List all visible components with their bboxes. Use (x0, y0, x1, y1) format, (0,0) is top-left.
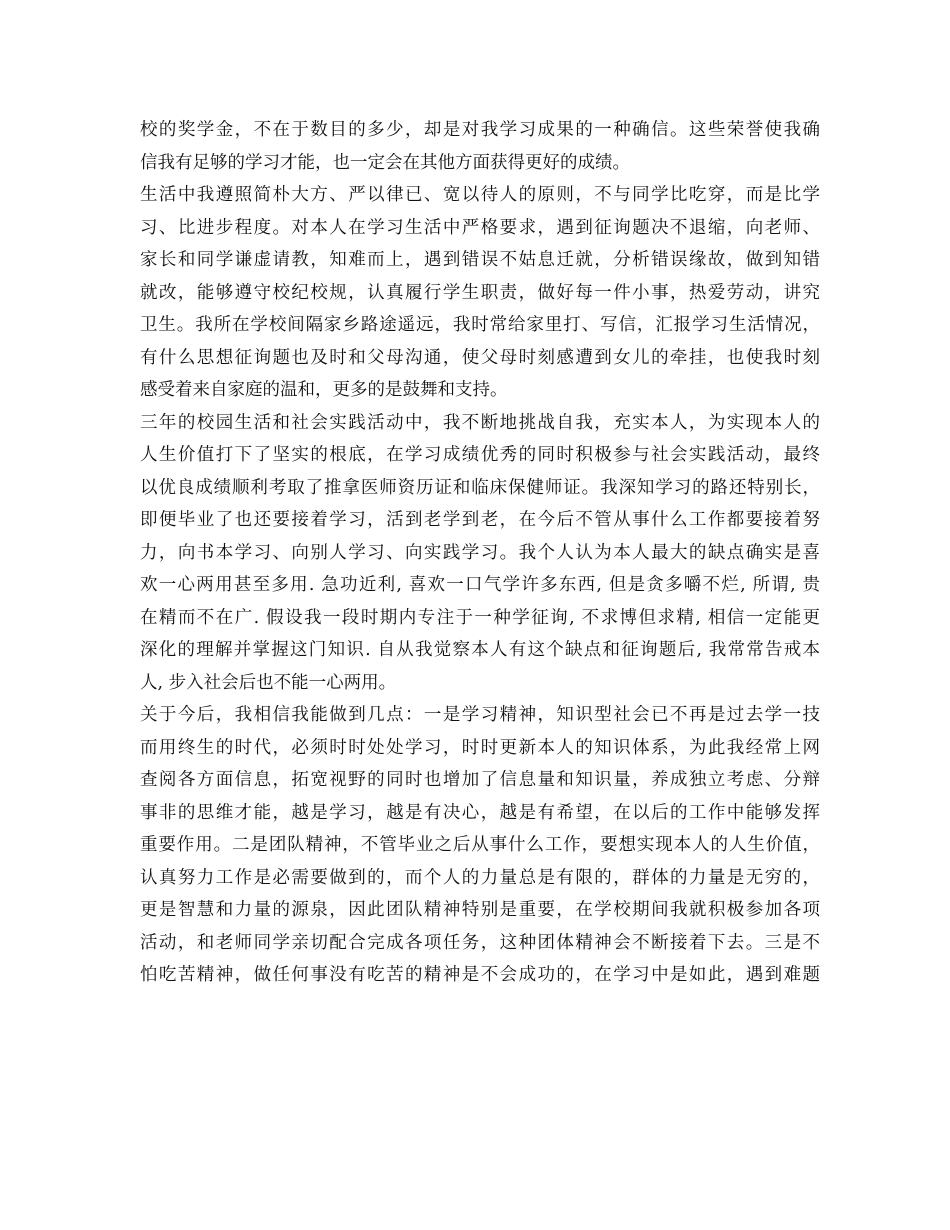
text-line: 卫生。我所在学校间隔家乡路途遥远，我时常给家里打、写信，汇报学习生活情况， (140, 315, 820, 335)
text-line: 以优良成绩顺利考取了推拿医师资历证和临床保健师证。我深知学习的路还特别长， (140, 477, 820, 498)
text-line: 深化的理解并掌握这门知识. 自从我觉察本人有这个缺点和征询题后, 我常常告戒本 (140, 640, 820, 660)
text-line: 力，向书本学习、向别人学习、向实践学习。我个人认为本人最大的缺点确实是喜 (140, 542, 820, 563)
text-line: 怕吃苦精神，做任何事没有吃苦的精神是不会成功的，在学习中是如此，遇到难题 (140, 965, 820, 985)
text-line: 就改，能够遵守校纪校规，认真履行学生职责，做好每一件小事，热爱劳动，讲究 (140, 282, 820, 303)
text-line: 信我有足够的学习才能，也一定会在其他方面获得更好的成绩。 (140, 152, 630, 173)
text-line: 习、比进步程度。对本人在学习生活中严格要求，遇到征询题决不退缩，向老师、 (140, 217, 820, 238)
text-line: 事非的思维才能，越是学习，越是有决心，越是有希望，在以后的工作中能够发挥 (140, 802, 820, 823)
text-line: 人生价值打下了坚实的根底，在学习成绩优秀的同时积极参与社会实践活动，最终 (140, 445, 820, 465)
text-line: 有什么思想征询题也及时和父母沟通，使父母时刻感遭到女儿的牵挂，也使我时刻 (140, 347, 820, 368)
text-line: 即便毕业了也还要接着学习，活到老学到老，在今后不管从事什么工作都要接着努 (140, 510, 820, 530)
text-line: 欢一心两用甚至多用. 急功近利, 喜欢一口气学许多东西, 但是贪多嚼不烂, 所谓, 贵 (140, 575, 820, 595)
text-line: 感受着来自家庭的温和，更多的是鼓舞和支持。 (140, 380, 508, 400)
text-line: 三年的校园生活和社会实践活动中，我不断地挑战自我，充实本人，为实现本人的 (140, 412, 820, 433)
text-line: 活动，和老师同学亲切配合完成各项任务，这种团体精神会不断接着下去。三是不 (140, 932, 820, 953)
text-line: 认真努力工作是必需要做到的，而个人的力量总是有限的，群体的力量是无穷的， (140, 867, 820, 888)
text-line: 更是智慧和力量的源泉，因此团队精神特别是重要，在学校期间我就积极参加各项 (140, 900, 820, 920)
document-body (140, 114, 820, 992)
text-line: 查阅各方面信息，拓宽视野的同时也增加了信息量和知识量，养成独立考虑、分辩 (140, 770, 820, 790)
text-line: 人, 步入社会后也不能一心两用。 (140, 672, 397, 693)
text-line: 在精而不在广. 假设我一段时期内专注于一种学征询, 不求博但求精, 相信一定能更 (140, 607, 820, 628)
text-line: 而用终生的时代，必须时时处处学习，时时更新本人的知识体系，为此我经常上网 (140, 737, 820, 758)
text-line: 校的奖学金，不在于数目的多少，却是对我学习成果的一种确信。这些荣誉使我确 (140, 120, 820, 140)
text-line: 关于今后，我相信我能做到几点：一是学习精神，知识型社会已不再是过去学一技 (140, 705, 820, 725)
text-line: 重要作用。二是团队精神，不管毕业之后从事什么工作，要想实现本人的人生价值， (140, 835, 820, 855)
text-line: 生活中我遵照简朴大方、严以律已、宽以待人的原则，不与同学比吃穿，而是比学 (140, 185, 820, 205)
text-line: 家长和同学谦虚请教，知难而上，遇到错误不姑息迁就，分析错误缘故，做到知错 (140, 250, 820, 270)
